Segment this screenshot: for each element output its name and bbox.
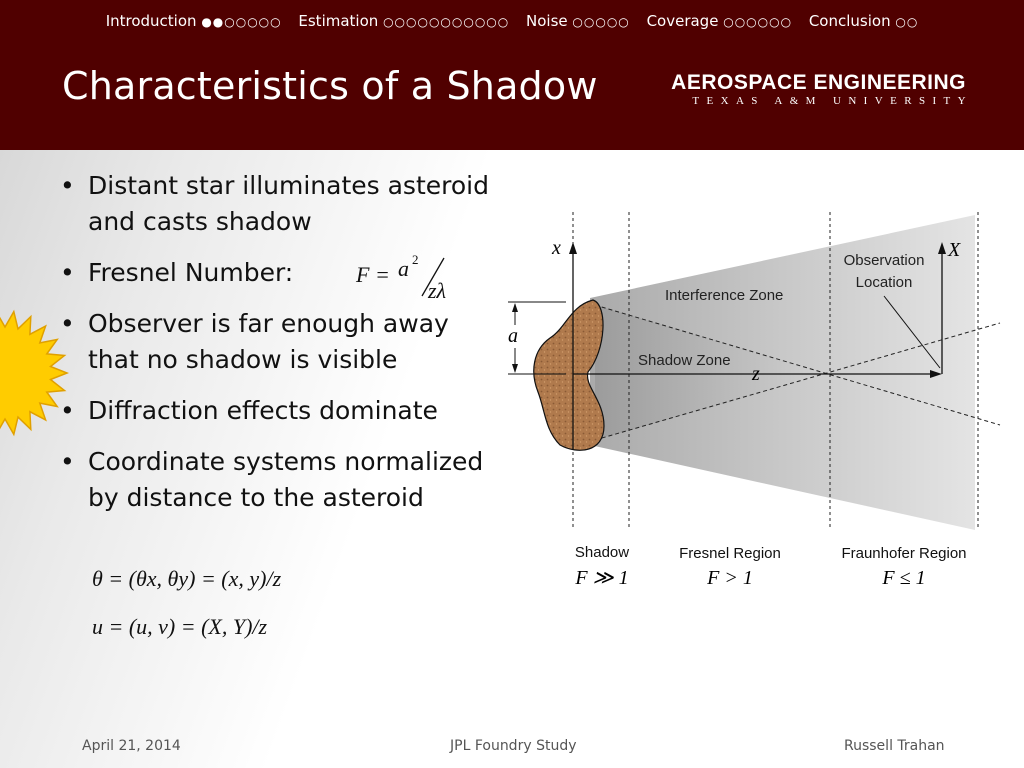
nav-section-introduction[interactable]: Introduction ●●○○○○○ <box>105 12 282 30</box>
shadow-zone-label: Shadow Zone <box>638 352 731 369</box>
university-logo <box>671 71 973 108</box>
region-label-shadow: Shadow <box>574 544 630 561</box>
region-label-fraunhofer: Fraunhofer Region <box>841 545 967 562</box>
x-axis-arrow-icon <box>569 242 577 254</box>
fresnel-number-formula: F = a 2 zλ <box>356 252 466 304</box>
nav-section-estimation[interactable]: Estimation ○○○○○○○○○○○ <box>298 12 510 30</box>
interference-zone-label: Interference Zone <box>665 287 784 304</box>
observation-label-line-1: Observation <box>843 252 925 269</box>
region-formula-shadow: F ≫ 1 <box>575 567 629 589</box>
z-axis-label: z <box>752 363 760 385</box>
footer-center: JPL Foundry Study <box>450 738 577 754</box>
footer-author: Russell Trahan <box>844 738 945 754</box>
logo-line-1: AEROSPACE ENGINEERING <box>671 71 966 94</box>
footer-date: April 21, 2014 <box>82 738 181 754</box>
dimension-arrowhead-icon <box>512 364 518 373</box>
dimension-a-label: a <box>508 325 518 347</box>
bullet-item: • Coordinate systems normalized by distance to the asteroid <box>60 447 484 512</box>
bullet-item: • Fresnel Number: <box>60 258 294 287</box>
fraction-slash <box>356 252 466 304</box>
theta-formula: θ = (θx, θy) = (x, y)/z <box>92 566 282 591</box>
bullet-item: • Observer is far enough away that no shadow is visible <box>60 309 449 374</box>
observation-label-line-2: Location <box>855 274 913 291</box>
x-axis-label: x <box>552 237 561 259</box>
X-axis-label: X <box>948 239 961 261</box>
dimension-arrowhead-icon <box>512 303 518 312</box>
logo-line-2: TEXAS A&M UNIVERSITY <box>692 95 973 107</box>
region-label-fresnel: Fresnel Region <box>679 545 781 562</box>
region-formula-fresnel: F > 1 <box>707 567 753 589</box>
nav-section-conclusion[interactable]: Conclusion ○○ <box>808 12 919 30</box>
bullet-item: • Diffraction effects dominate <box>60 396 438 425</box>
shadow-diagram <box>500 200 1020 600</box>
bullet-list <box>60 168 500 531</box>
section-navigation <box>0 12 1024 30</box>
bullet-item: • Distant star illuminates asteroid and casts shadow <box>60 171 489 236</box>
nav-section-noise[interactable]: Noise ○○○○○ <box>526 12 630 30</box>
u-formula: u = (u, v) = (X, Y)/z <box>92 614 268 639</box>
slide-header <box>0 0 1024 150</box>
nav-section-coverage[interactable]: Coverage ○○○○○○ <box>646 12 793 30</box>
slide-title: Characteristics of a Shadow <box>62 64 598 108</box>
region-formula-fraunhofer: F ≤ 1 <box>882 567 926 589</box>
